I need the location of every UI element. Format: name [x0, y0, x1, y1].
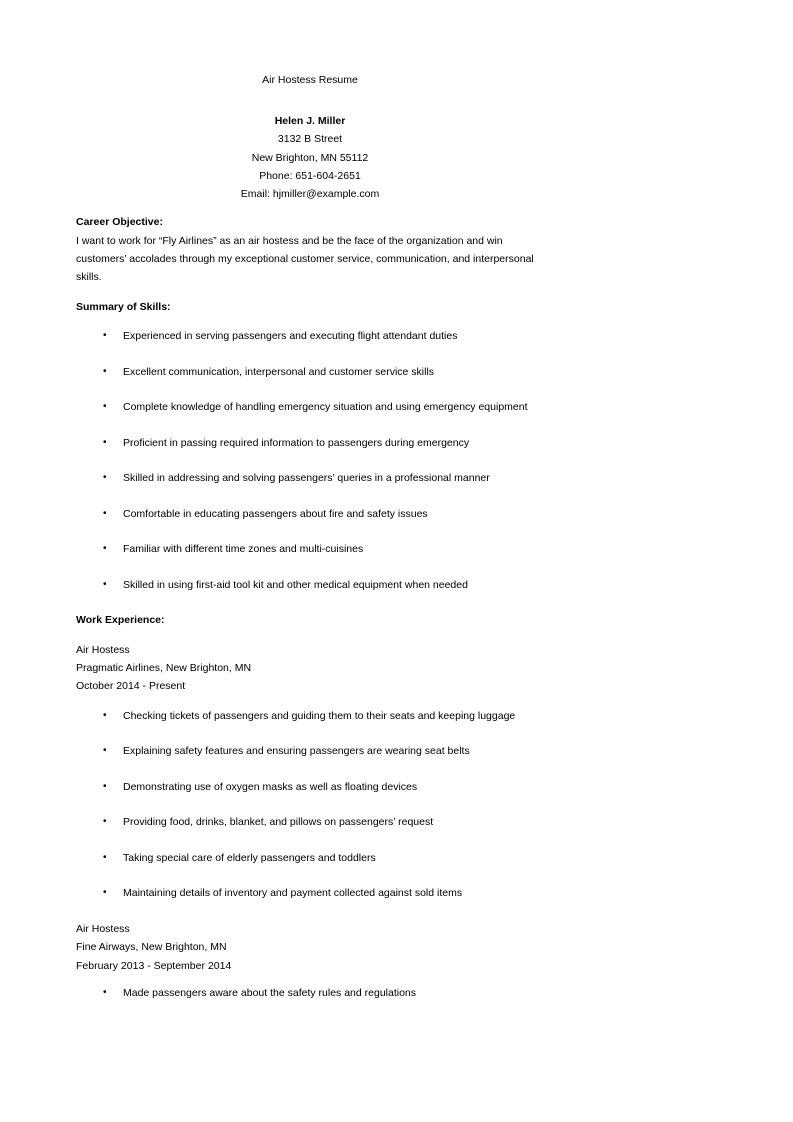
duty-item: Demonstrating use of oxygen masks as well as floating devices: [123, 781, 418, 793]
job-dates: February 2013 - September 2014: [76, 960, 232, 972]
contact-name: Helen J. Miller: [274, 115, 346, 127]
skill-item: Experienced in serving passengers and executing flight attendant duties: [123, 330, 458, 342]
duty-item: Made passengers aware about the safety rules and regulations: [123, 987, 417, 999]
bullet-icon: •: [103, 437, 107, 448]
bullet-icon: •: [103, 508, 107, 519]
career-objective-line: I want to work for “Fly Airlines” as an air hostess and be the face of the organization and win: [76, 235, 503, 247]
work-experience-heading: Work Experience:: [76, 614, 165, 626]
skill-item: Skilled in addressing and solving passengers’ queries in a professional manner: [123, 472, 490, 484]
duty-item: Checking tickets of passengers and guiding them to their seats and keeping luggage: [123, 710, 516, 722]
bullet-icon: •: [103, 987, 107, 998]
job-dates: October 2014 - Present: [76, 680, 186, 692]
career-objective-line: customers’ accolades through my exceptional customer service, communication, and interpersonal: [76, 253, 534, 265]
bullet-icon: •: [103, 543, 107, 554]
contact-phone: Phone: 651-604-2651: [259, 170, 361, 182]
bullet-icon: •: [103, 366, 107, 377]
document-title: Air Hostess Resume: [262, 74, 358, 86]
bullet-icon: •: [103, 579, 107, 590]
duty-item: Providing food, drinks, blanket, and pillows on passengers’ request: [123, 816, 434, 828]
duty-item: Taking special care of elderly passengers and toddlers: [123, 852, 376, 864]
duty-item: Explaining safety features and ensuring passengers are wearing seat belts: [123, 745, 470, 757]
duty-item: Maintaining details of inventory and payment collected against sold items: [123, 887, 463, 899]
bullet-icon: •: [103, 816, 107, 827]
job-title: Air Hostess: [76, 923, 130, 935]
bullet-icon: •: [103, 330, 107, 341]
contact-city: New Brighton, MN 55112: [251, 152, 369, 164]
career-objective-line: skills.: [76, 271, 102, 283]
bullet-icon: •: [103, 745, 107, 756]
bullet-icon: •: [103, 781, 107, 792]
job-title: Air Hostess: [76, 644, 130, 656]
job-company: Fine Airways, New Brighton, MN: [76, 941, 227, 953]
skill-item: Proficient in passing required information to passengers during emergency: [123, 437, 470, 449]
bullet-icon: •: [103, 401, 107, 412]
skill-item: Skilled in using first-aid tool kit and other medical equipment when needed: [123, 579, 468, 591]
skill-item: Comfortable in educating passengers about fire and safety issues: [123, 508, 428, 520]
bullet-icon: •: [103, 887, 107, 898]
bullet-icon: •: [103, 710, 107, 721]
skill-item: Familiar with different time zones and multi-cuisines: [123, 543, 364, 555]
bullet-icon: •: [103, 852, 107, 863]
bullet-icon: •: [103, 472, 107, 483]
skills-heading: Summary of Skills:: [76, 301, 171, 313]
contact-street: 3132 B Street: [277, 133, 343, 145]
skill-item: Excellent communication, interpersonal and customer service skills: [123, 366, 435, 378]
skill-item: Complete knowledge of handling emergency situation and using emergency equipment: [123, 401, 528, 413]
job-company: Pragmatic Airlines, New Brighton, MN: [76, 662, 252, 674]
career-objective-heading: Career Objective:: [76, 216, 163, 228]
contact-email: Email: hjmiller@example.com: [240, 188, 380, 200]
